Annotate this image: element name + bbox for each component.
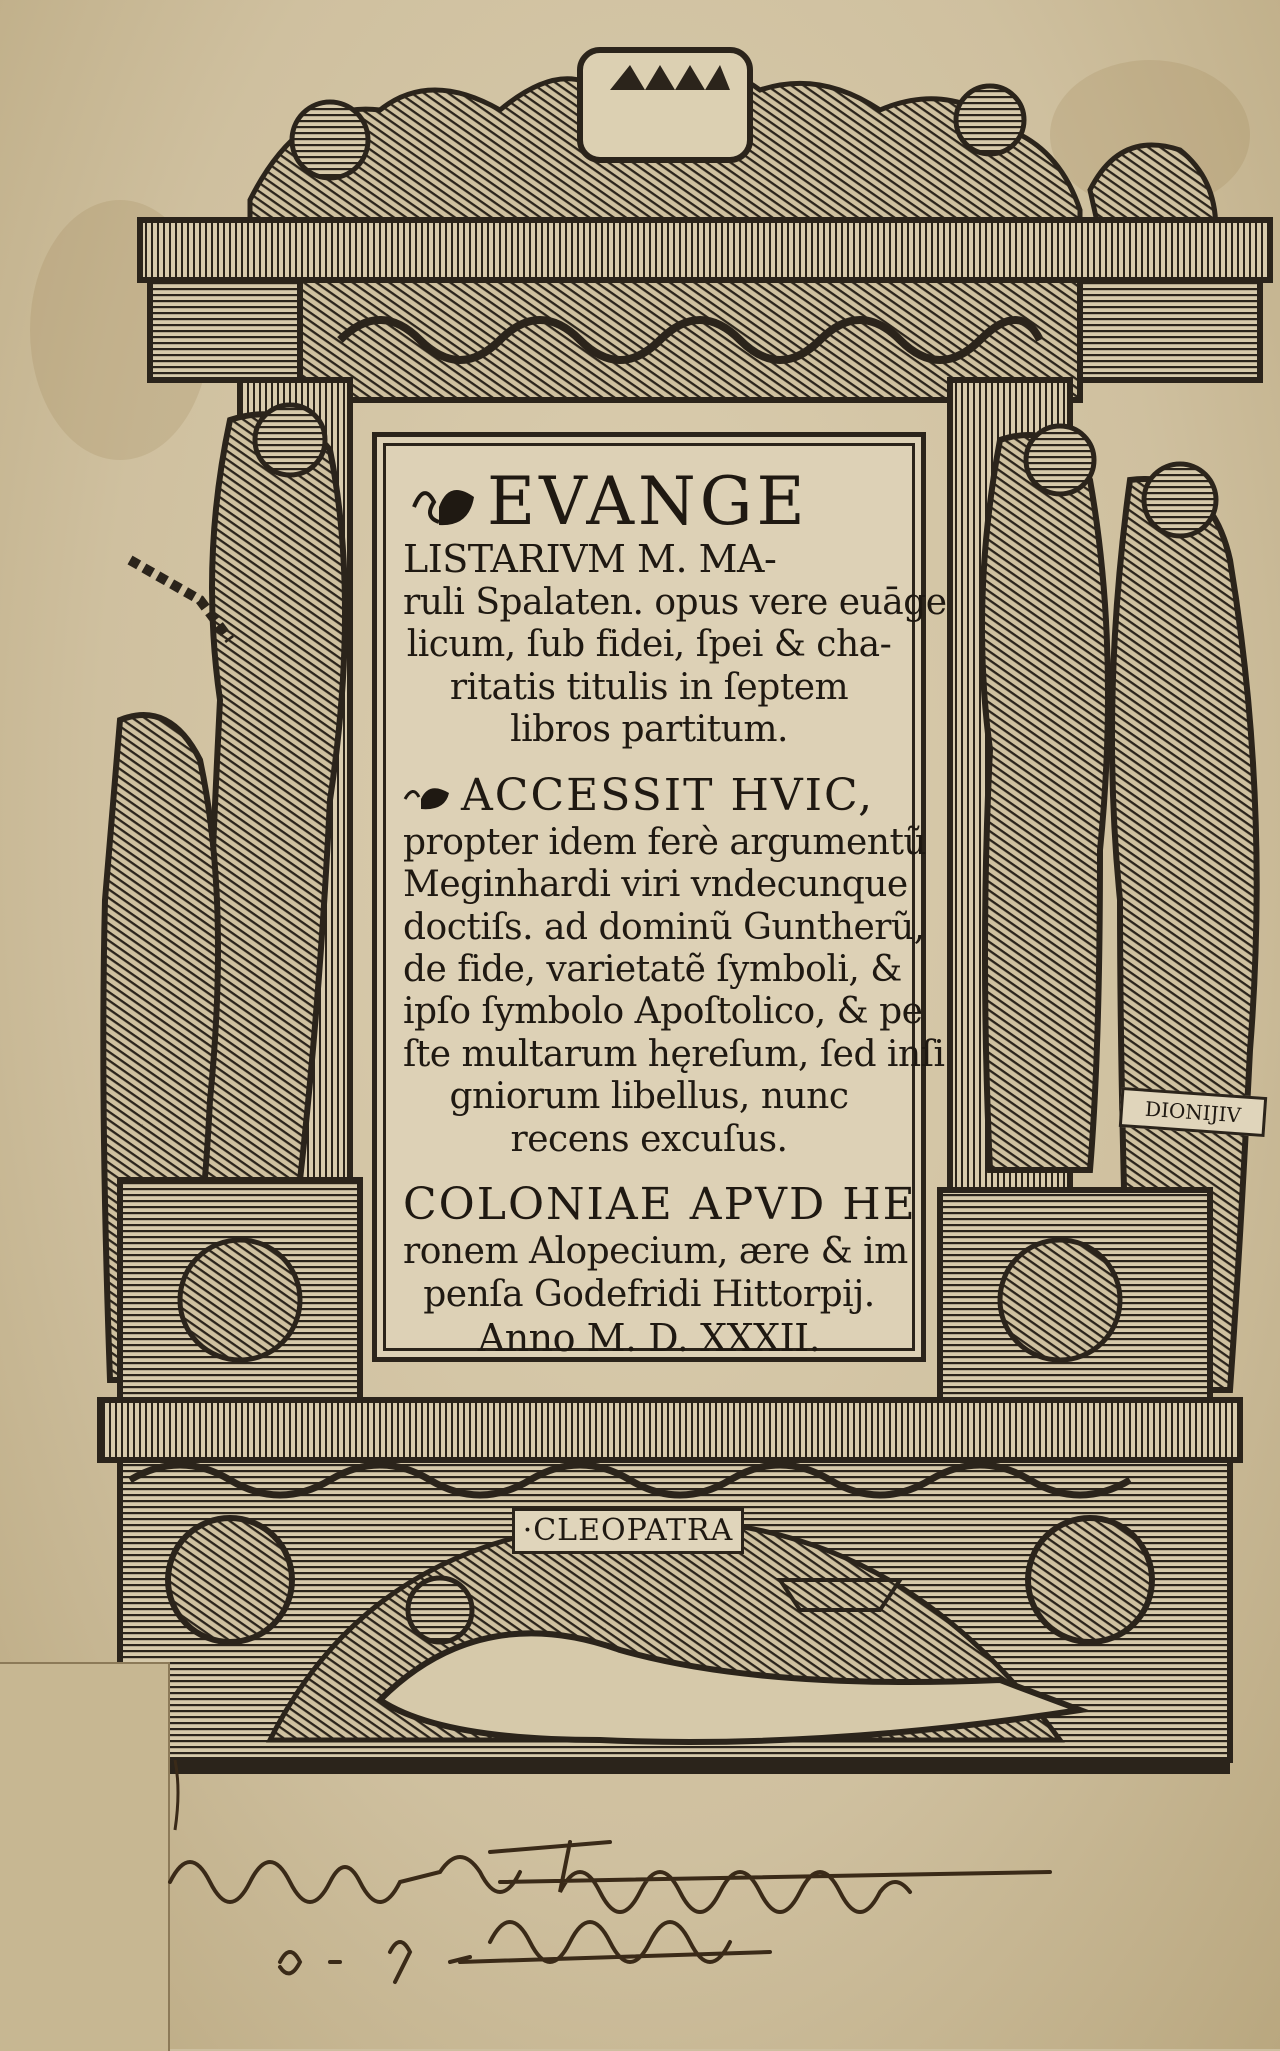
small-fleuron-icon [403, 781, 453, 815]
accessit-line: doctiſs. ad dominũ Guntherũ, [403, 906, 925, 948]
title-line: licum, ſub fidei, ſpei & cha- [406, 624, 892, 666]
cleopatra-label: ·CLEOPATRA [512, 1508, 744, 1554]
accessit-line: propter idem ferè argumentũ [403, 821, 927, 863]
ship [780, 1580, 900, 1610]
paper-slip [0, 1662, 170, 2051]
handwritten-ownership-inscription [150, 1812, 1130, 2032]
accessit-line: gniorum libellus, nunc [449, 1076, 849, 1118]
accessit-line: ſte multarum hęreſum, ſed inſi [403, 1033, 945, 1075]
right-standing-figure [982, 435, 1108, 1170]
title-line: ritatis titulis in ſeptem [449, 666, 849, 708]
accessit-line: de fide, varietatẽ ſymboli, & [403, 949, 902, 991]
title-line: ruli Spalaten. opus vere euāge [403, 581, 947, 623]
title-first-line: EVANGE [403, 467, 895, 537]
dionysius-label: DIONIJIV [1119, 1087, 1267, 1137]
accessit-heading: ACCESSIT HVIC, [403, 770, 895, 822]
right-medallion [1028, 1518, 1152, 1642]
title-line: LISTARIVM M. MA- [403, 537, 777, 581]
imprint-line: ronem Alopecium, ære & im [403, 1231, 908, 1273]
title-text-block [372, 432, 947, 1362]
imprint-line: penſa Godefridi Hittorpij. [423, 1273, 875, 1315]
title-line: libros partitum. [510, 709, 788, 751]
left-medallion [168, 1518, 292, 1642]
fleuron-icon [409, 477, 479, 537]
imprint-line: COLONIAE APVD HE [403, 1179, 917, 1231]
accessit-line: recens excuſus. [510, 1118, 788, 1160]
imprint-date: Anno M. D. XXXII. [477, 1316, 821, 1361]
accessit-line: ipſo ſymbolo Apoſtolico, & pe [403, 991, 923, 1033]
accessit-line: Meginhardi viri vndecunque [403, 864, 908, 906]
